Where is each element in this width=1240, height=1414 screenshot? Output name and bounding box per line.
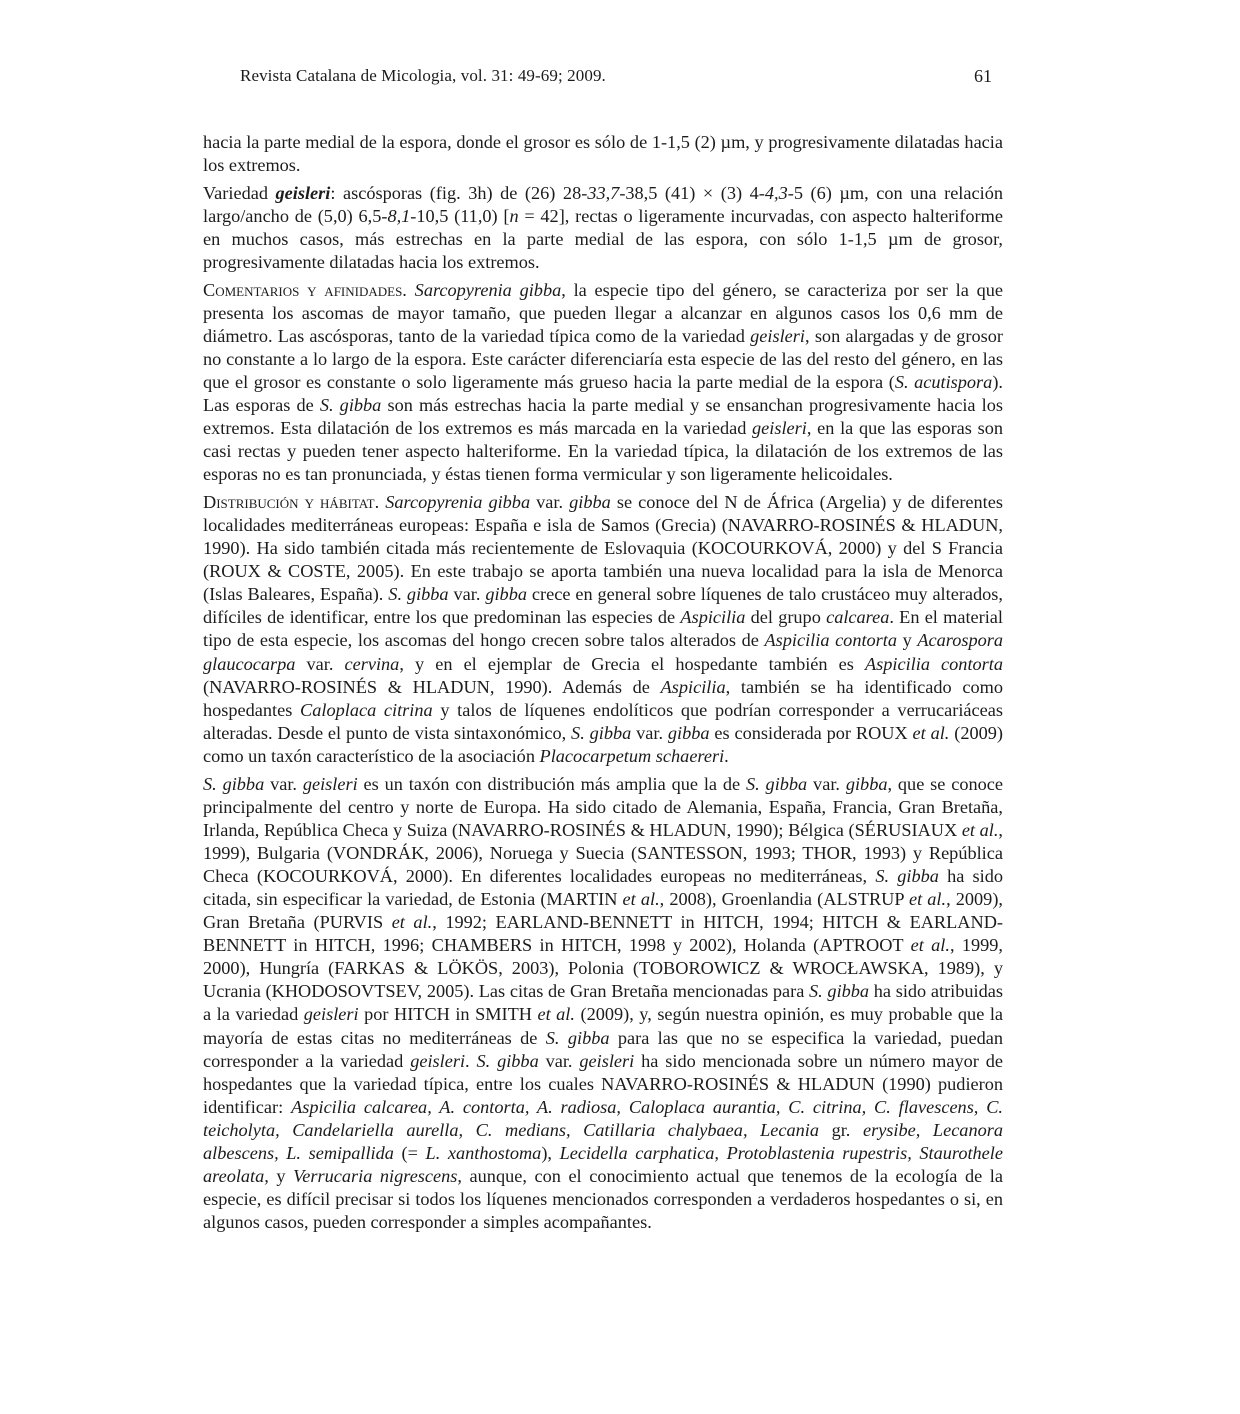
- running-header: [240, 66, 1000, 92]
- et-al: et al.: [391, 912, 433, 933]
- taxon-name: gibba: [485, 584, 527, 605]
- text-run: por HITCH in SMITH: [358, 1004, 538, 1025]
- page-number: 61: [974, 66, 992, 86]
- text-run: (=: [393, 1143, 426, 1164]
- taxon-name: S. acutispora: [894, 371, 993, 392]
- taxon-name: S. gibba: [571, 722, 632, 743]
- text-run: es un taxón con distribución más amplia que la de: [357, 773, 746, 794]
- text-run: var.: [295, 653, 345, 674]
- text-run: var.: [530, 491, 570, 512]
- taxon-name: geisleri: [302, 773, 358, 794]
- italic-value: 4,3: [764, 182, 788, 203]
- taxon-name: S. gibba: [545, 1027, 610, 1048]
- text-run: .: [724, 745, 729, 766]
- taxon-name: Aspicilia: [660, 676, 726, 697]
- taxon-name: geisleri: [275, 182, 331, 203]
- text-run: (2009), y, según nuestra opinión, es muy probable que la mayoría de estas citas no mediterráneas de: [203, 1004, 1004, 1048]
- text-run: se conoce del N de África (Argelia) y de diferentes localidades mediterráneas europeas: España e isla de Samos (Grecia) (NAVARRO-ROSINÉS & HLADUN, 1990). Ha sido también citada más recientemente de Eslovaquia (KOCOURKOVÁ, 2000) y del S Francia (ROUX & COSTE, 2005). En este trabajo se aporta también una nueva localidad para la isla de Menorca (Islas Baleares, España).: [203, 491, 1003, 605]
- et-al: et al.: [910, 935, 950, 956]
- taxon-name: Verrucaria nigrescens: [293, 1166, 458, 1187]
- taxon-name: S. gibba: [476, 1050, 539, 1071]
- taxon-name: Sarcopyrenia gibba: [385, 491, 531, 512]
- text-run: , 2008), Groenlandia (ALSTRUP: [659, 889, 909, 909]
- text-run: son más estrechas hacia la parte medial y se ensanchan progresivamente hacia los extremos. Esta dilatación de los extremos es más marcada en la variedad: [203, 395, 1003, 439]
- text-run: y: [268, 1166, 294, 1187]
- text-run: y talos de líquenes endolíticos que podrían corresponder a verrucariáceas alteradas. Desde el punto de vista sintaxonómico,: [203, 699, 1003, 743]
- taxon-name: S. gibba: [203, 773, 265, 794]
- text-run: var.: [264, 773, 303, 794]
- text-run: ha sido mencionada sobre un número mayor de hospedantes que la variedad típica, entre los cuales NAVARRO-ROSINÉS & HLADUN (1990) pudieron identificar:: [203, 1050, 1003, 1117]
- et-al: et al.: [622, 889, 660, 909]
- text-run: (2009) como un taxón característico de la asociación: [203, 722, 1003, 766]
- text-run: var.: [448, 584, 486, 605]
- taxon-name: geisleri: [752, 418, 807, 439]
- text-run: Variedad: [203, 182, 276, 203]
- text-run: , 1999, 2000), Hungría (FARKAS & LÖKÖS, 2003), Polonia (TOBOROWICZ & WROCŁAWSKA, 1989), y Ucrania (KHODOSOVTSEV, 2005). Las citas de Gran Bretaña mencionadas para: [203, 935, 1003, 1002]
- paragraph-geisleri-distribution: [203, 773, 1003, 1235]
- article-body: [203, 131, 1003, 1239]
- section-heading-comments: Comentarios y afinidades.: [203, 279, 407, 300]
- paragraph-spore-description: [203, 131, 1003, 177]
- et-al: et al.: [912, 722, 950, 743]
- et-al: et al.: [961, 819, 999, 840]
- text-run: y: [897, 630, 918, 651]
- taxon-name: Acarospora glaucocarpa: [203, 630, 1003, 674]
- taxon-name: S. gibba: [319, 395, 382, 416]
- taxon-name: geisleri: [303, 1004, 359, 1025]
- taxon-list: erysibe, Lecanora albescens, L. semipallida: [203, 1119, 1003, 1164]
- text-run: ). Las esporas de: [203, 371, 1003, 416]
- taxon-name: gibba: [569, 491, 611, 512]
- text-run: ha sido citada, sin especificar la variedad, de Estonia (MARTIN: [203, 865, 1004, 909]
- text-run: : ascósporas (fig. 3h) de (26) 28-: [330, 182, 588, 203]
- italic-value: n: [509, 205, 519, 226]
- taxon-name: S. gibba: [809, 981, 870, 1002]
- text-run: , y en el ejemplar de Grecia el hospedante también es: [399, 653, 865, 674]
- paragraph-variety-geisleri: [203, 182, 1003, 274]
- taxon-name: S. gibba: [875, 865, 939, 886]
- taxon-name: Caloplaca citrina: [300, 699, 433, 720]
- taxon-name: geisleri: [750, 325, 805, 346]
- et-al: et al.: [537, 1004, 575, 1025]
- section-heading-distribution: Distribución y hábitat.: [203, 491, 380, 512]
- taxon-name: Sarcopyrenia gibba: [414, 279, 562, 300]
- text-run: gr.: [819, 1119, 863, 1140]
- taxon-name: cervina: [344, 653, 400, 674]
- text-run: del grupo: [745, 607, 827, 628]
- taxon-name: gibba: [667, 722, 710, 743]
- taxon-name: calcarea: [826, 607, 890, 628]
- text-run: [407, 280, 415, 300]
- italic-value: 33,7: [587, 182, 620, 203]
- text-run: hacia la parte medial de la espora, donde el grosor es sólo de 1-1,5 (2) µm, y progresivamente dilatadas hacia los extremos.: [203, 132, 1003, 176]
- text-run: , 1992; EARLAND-BENNETT in HITCH, 1994; HITCH & EARLAND-BENNETT in HITCH, 1996; CHAMBERS in HITCH, 1998 y 2002), Holanda (APTROOT: [203, 912, 1003, 956]
- text-run: para las que no se especifica la variedad, puedan corresponder a la variedad: [203, 1027, 1003, 1071]
- text-run: , son alargadas y de grosor no constante a lo largo de la espora. Este carácter diferenciaría esta especie de las del resto del género, en las que el grosor es constante o solo ligeramente más grueso hacia la parte medial de la espora (: [203, 325, 1003, 392]
- taxon-name: L. xanthostoma: [425, 1143, 542, 1164]
- text-run: ha sido atribuidas a la variedad: [203, 981, 1003, 1025]
- et-al: et al.: [908, 889, 947, 909]
- italic-value: 8,1: [387, 205, 411, 226]
- text-run: (NAVARRO-ROSINÉS & HLADUN, 1990). Además de: [203, 676, 661, 697]
- taxon-name: S. gibba: [745, 773, 808, 794]
- text-run: , 1999), Bulgaria (VONDRÁK, 2006), Noruega y Suecia (SANTESSON, 1993; THOR, 1993) y República Checa (KOCOURKOVÁ, 2000). En diferentes localidades europeas no mediterráneas,: [203, 819, 1003, 886]
- text-run: var.: [538, 1050, 580, 1071]
- text-run: , la especie tipo del género, se caracteriza por ser la que presenta los ascomas de mayor tamaño, que pueden llegar a alcanzar en algunos casos los 0,6 mm de diámetro. Las ascósporas, tanto de la variedad típica como de la variedad: [203, 279, 1004, 346]
- text-run: , aunque, con el conocimiento actual que tenemos de la ecología de la especie, es difícil precisar si todos los líquenes mencionados corresponden a verdaderos hospedantes o si, en algunos casos, pueden corresponder a simples acompañantes.: [203, 1166, 1004, 1233]
- text-run: , también se ha identificado como hospedantes: [203, 676, 1003, 720]
- taxon-name: Aspicilia contorta: [764, 630, 898, 651]
- taxon-name: Aspicilia: [680, 607, 746, 628]
- text-run: var.: [631, 722, 668, 743]
- text-run: , 2009), Gran Bretaña (PURVIS: [203, 889, 1003, 933]
- text-run: es considerada por ROUX: [709, 722, 913, 743]
- taxon-name: Aspicilia contorta: [864, 653, 1004, 674]
- taxon-name: Placocarpetum schaereri: [539, 745, 725, 766]
- paragraph-comments: [203, 279, 1003, 487]
- taxon-name: geisleri: [579, 1050, 635, 1071]
- text-run: var.: [807, 773, 846, 794]
- text-run: -38,5 (41) × (3) 4-: [619, 182, 765, 203]
- journal-citation: Revista Catalana de Micologia, vol. 31: 49-69; 2009.: [240, 66, 606, 85]
- text-run: , que se conoce principalmente del centro y norte de Europa. Ha sido citado de Alemania, España, Francia, Gran Bretaña, Irlanda, República Checa y Suiza (NAVARRO-ROSINÉS & HLADUN, 1990); Bélgica (SÉRUSIAUX: [203, 773, 1004, 840]
- text-run: ),: [541, 1143, 560, 1164]
- text-run: crece en general sobre líquenes de talo crustáceo muy alterados, difíciles de identificar, entre los que predominan las especies de: [203, 584, 1003, 628]
- paragraph-distribution: [203, 491, 1003, 768]
- taxon-list: Lecidella carphatica, Protoblastenia rupestris, Staurothele areolata,: [203, 1143, 1003, 1187]
- text-run: . En el material tipo de esta especie, los ascomas del hongo crecen sobre talos alterados de: [203, 607, 1003, 651]
- taxon-name: S. gibba: [388, 584, 449, 605]
- text-run: , en la que las esporas son casi rectas y pueden tener aspecto halteriforme. En la variedad típica, la dilatación de los extremos de las esporas no es tan pronunciada, y éstas tienen forma vermicular y son ligeramente helicoidales.: [203, 418, 1003, 485]
- taxon-name: gibba: [845, 773, 888, 794]
- taxon-list: Aspicilia calcarea, A. contorta, A. radiosa, Caloplaca aurantia, C. citrina, C. flavescens, C. teicholyta, Candelariella aurella, C. medians, Catillaria chalybaea, Lecania: [203, 1096, 1004, 1140]
- text-run: -5 (6) µm, con una relación largo/ancho de (5,0) 6,5-: [203, 182, 1003, 226]
- text-run: -10,5 (11,0) [: [410, 205, 510, 226]
- text-run: = 42], rectas o ligeramente incurvadas, con aspecto halteriforme en muchos casos, más estrechas en la parte medial de las espora, con sólo 1-1,5 µm de grosor, progresivamente dilatadas hacia los extremos.: [203, 205, 1003, 272]
- taxon-name: geisleri: [410, 1050, 466, 1071]
- text-run: .: [465, 1050, 477, 1071]
